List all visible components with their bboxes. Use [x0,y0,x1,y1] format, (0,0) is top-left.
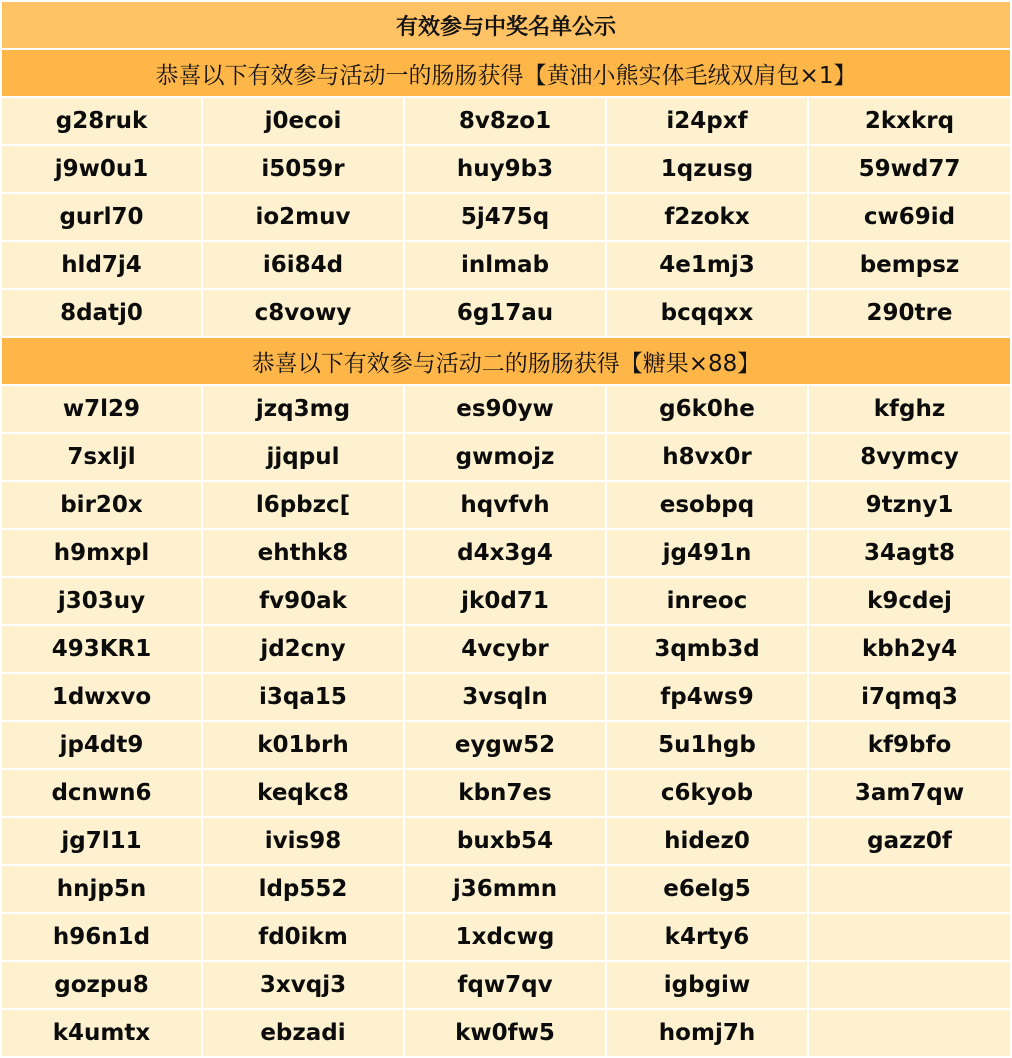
table-row [2,194,1010,242]
title-row [2,2,1010,50]
winner-code: 6g17au [405,290,607,338]
winner-code: fp4ws9 [607,674,809,722]
empty-cell [809,866,1010,914]
winner-code: 8datj0 [2,290,203,338]
empty-cell [809,1010,1010,1058]
winner-code: kw0fw5 [405,1010,607,1058]
winner-code: ehthk8 [203,530,405,578]
winner-code: jp4dt9 [2,722,203,770]
winner-code: ldp552 [203,866,405,914]
winner-code: k4umtx [2,1010,203,1058]
winner-code: 5j475q [405,194,607,242]
winner-code: j9w0u1 [2,146,203,194]
winner-code: jk0d71 [405,578,607,626]
table-row [2,866,1010,914]
table-row [2,434,1010,482]
winner-code: i7qmq3 [809,674,1010,722]
winner-code: fv90ak [203,578,405,626]
winner-code: 7sxljl [2,434,203,482]
winner-code: io2muv [203,194,405,242]
winner-code: i5059r [203,146,405,194]
winner-code: 59wd77 [809,146,1010,194]
winner-code: 3vsqln [405,674,607,722]
winner-code: fqw7qv [405,962,607,1010]
winner-code: inreoc [607,578,809,626]
empty-cell [809,914,1010,962]
winner-code: 1dwxvo [2,674,203,722]
section-header: 恭喜以下有效参与活动一的肠肠获得【黄油小熊实体毛绒双肩包×1】 [2,50,1010,98]
winner-code: w7l29 [2,386,203,434]
winner-code: k01brh [203,722,405,770]
winner-code: kf9bfo [809,722,1010,770]
winner-code: hidez0 [607,818,809,866]
winner-code: i6i84d [203,242,405,290]
page-title: 有效参与中奖名单公示 [2,2,1010,50]
winner-code: bcqqxx [607,290,809,338]
winner-list-table [2,2,1010,1058]
winner-code: kbn7es [405,770,607,818]
winner-code: 4vcybr [405,626,607,674]
section-header-row [2,50,1010,98]
winner-code: c8vowy [203,290,405,338]
winner-code: j36mmn [405,866,607,914]
winner-code: hld7j4 [2,242,203,290]
table-row [2,578,1010,626]
section-header: 恭喜以下有效参与活动二的肠肠获得【糖果×88】 [2,338,1010,386]
winner-code: kfghz [809,386,1010,434]
winner-code: igbgiw [607,962,809,1010]
winner-code: 3xvqj3 [203,962,405,1010]
winner-code: k4rty6 [607,914,809,962]
winner-code: j303uy [2,578,203,626]
winner-code: dcnwn6 [2,770,203,818]
empty-cell [809,962,1010,1010]
winner-code: k9cdej [809,578,1010,626]
winner-code: huy9b3 [405,146,607,194]
winner-code: 290tre [809,290,1010,338]
winner-code: 4e1mj3 [607,242,809,290]
winner-code: 2kxkrq [809,98,1010,146]
winner-code: buxb54 [405,818,607,866]
winner-code: bir20x [2,482,203,530]
winner-code: es90yw [405,386,607,434]
winner-code: jjqpul [203,434,405,482]
table-row [2,530,1010,578]
table-row [2,914,1010,962]
winner-code: gozpu8 [2,962,203,1010]
winner-code: keqkc8 [203,770,405,818]
winner-code: 493KR1 [2,626,203,674]
table-row [2,818,1010,866]
winner-code: esobpq [607,482,809,530]
winner-code: g28ruk [2,98,203,146]
table-row [2,482,1010,530]
winner-code: kbh2y4 [809,626,1010,674]
table-row [2,770,1010,818]
winner-code: inlmab [405,242,607,290]
table-row [2,290,1010,338]
winner-code: d4x3g4 [405,530,607,578]
winner-code: 1xdcwg [405,914,607,962]
winner-code: h8vx0r [607,434,809,482]
winner-code: 3am7qw [809,770,1010,818]
winner-code: 8v8zo1 [405,98,607,146]
winner-code: 1qzusg [607,146,809,194]
winner-code: hqvfvh [405,482,607,530]
winner-code: gwmojz [405,434,607,482]
winner-code: gurl70 [2,194,203,242]
winner-code: 5u1hgb [607,722,809,770]
table-row [2,146,1010,194]
winner-code: j0ecoi [203,98,405,146]
winner-code: e6elg5 [607,866,809,914]
winner-code: cw69id [809,194,1010,242]
table-row [2,722,1010,770]
table-row [2,98,1010,146]
winner-code: gazz0f [809,818,1010,866]
winner-code: homj7h [607,1010,809,1058]
winner-code: bempsz [809,242,1010,290]
winner-code: 3qmb3d [607,626,809,674]
table-row [2,386,1010,434]
table-row [2,242,1010,290]
winner-code: jzq3mg [203,386,405,434]
winner-code: 34agt8 [809,530,1010,578]
table-row [2,1010,1010,1058]
winner-code: hnjp5n [2,866,203,914]
winner-code: c6kyob [607,770,809,818]
winner-code: jg491n [607,530,809,578]
winner-code: h96n1d [2,914,203,962]
winner-code: ivis98 [203,818,405,866]
winner-code: i24pxf [607,98,809,146]
winner-code: 9tzny1 [809,482,1010,530]
winner-list-body [2,2,1010,1058]
winner-code: fd0ikm [203,914,405,962]
winner-code: h9mxpl [2,530,203,578]
table-row [2,674,1010,722]
winner-code: eygw52 [405,722,607,770]
winner-code: 8vymcy [809,434,1010,482]
winner-code: f2zokx [607,194,809,242]
winner-code: i3qa15 [203,674,405,722]
section-header-row [2,338,1010,386]
winner-code: ebzadi [203,1010,405,1058]
winner-code: jg7l11 [2,818,203,866]
table-row [2,962,1010,1010]
winner-code: jd2cny [203,626,405,674]
table-row [2,626,1010,674]
winner-code: g6k0he [607,386,809,434]
winner-code: l6pbzc[ [203,482,405,530]
